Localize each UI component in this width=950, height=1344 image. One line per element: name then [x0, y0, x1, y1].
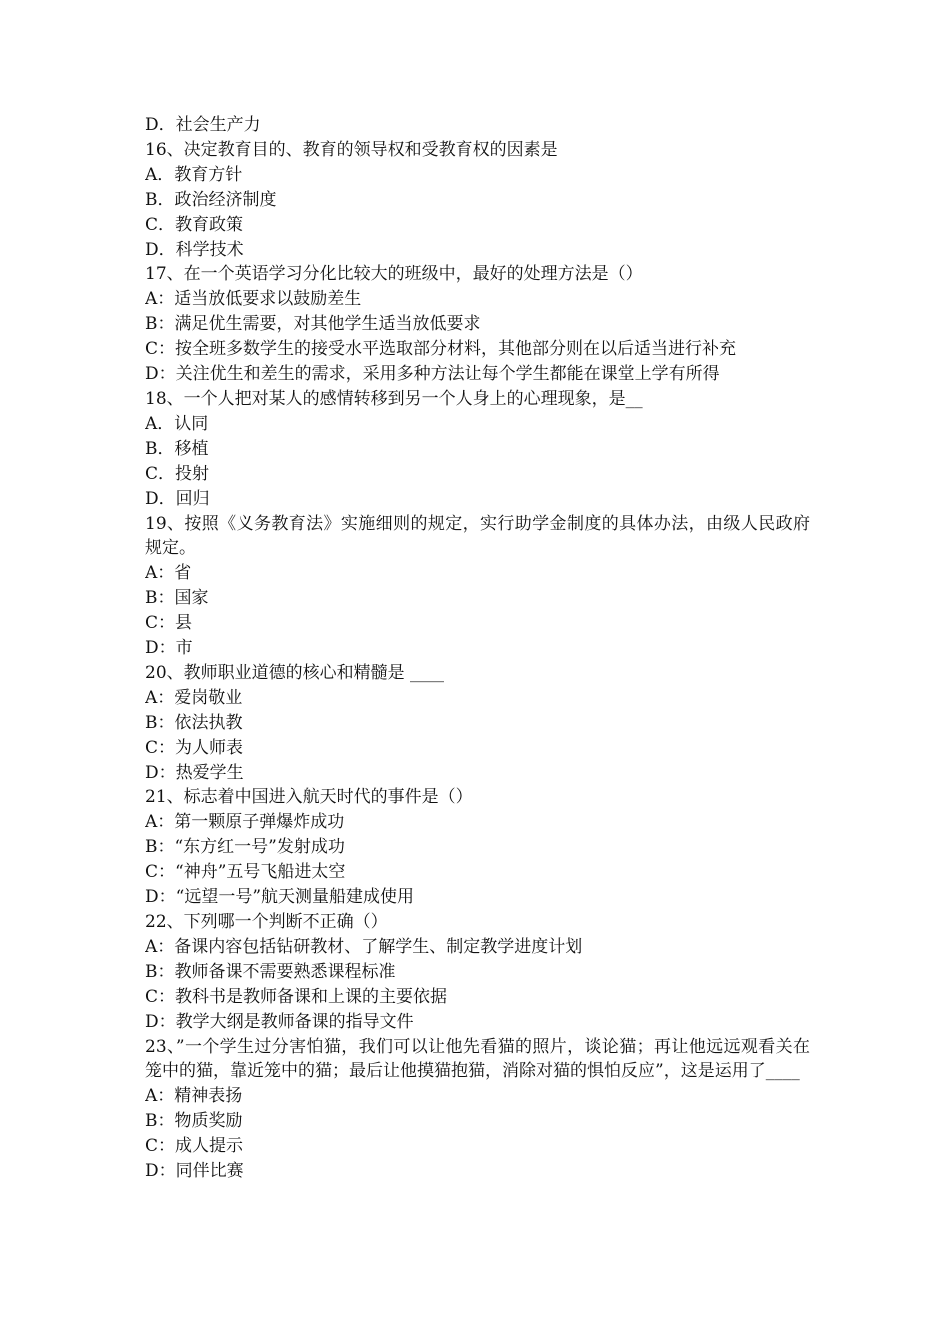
- question-18: 18、一个人把对某人的感情转移到另一个人身上的心理现象，是__: [145, 388, 643, 409]
- option-d-q21: D：“远望一号”航天测量船建成使用: [145, 887, 415, 908]
- question-20: 20、教师职业道德的核心和精髓是 ____: [145, 662, 445, 683]
- question-19: 19、按照《义务教育法》实施细则的规定，实行助学金制度的具体办法，由级人民政府规定。: [145, 513, 810, 559]
- question-23: 23、”一个学生过分害怕猫，我们可以让他先看猫的照片，谈论猫；再让他远远观看关在笼中的猫，靠近笼中的猫；最后让他摸猫抱猫，消除对猫的惧怕反应”，这是运用了____: [145, 1036, 810, 1082]
- option-d-q22: D：教学大纲是教师备课的指导文件: [145, 1011, 414, 1032]
- option-b-q20: B：依法执教: [145, 712, 243, 733]
- option-d-q18: D．回归: [145, 488, 210, 509]
- option-b-q22: B：教师备课不需要熟悉课程标准: [145, 961, 396, 982]
- option-a-q19: A：省: [145, 563, 192, 584]
- option-a-q22: A：备课内容包括钻研教材、了解学生、制定教学进度计划: [145, 936, 583, 957]
- option-d-q20: D：热爱学生: [145, 762, 244, 783]
- question-17: 17、在一个英语学习分化比较大的班级中，最好的处理方法是（）: [145, 264, 643, 285]
- question-21: 21、标志着中国进入航天时代的事件是（）: [145, 787, 473, 808]
- option-c-q20: C：为人师表: [145, 737, 244, 758]
- option-c-q22: C：教科书是教师备课和上课的主要依据: [145, 986, 448, 1007]
- option-c-q17: C：按全班多数学生的接受水平选取部分材料，其他部分则在以后适当进行补充: [145, 339, 737, 360]
- option-a-q17: A：适当放低要求以鼓励差生: [145, 289, 362, 310]
- question-16: 16、决定教育目的、教育的领导权和受教育权的因素是: [145, 139, 558, 160]
- option-c-q18: C．投射: [145, 463, 210, 484]
- option-b-q21: B：“东方红一号”发射成功: [145, 837, 345, 858]
- option-a-q16: A．教育方针: [145, 164, 243, 185]
- option-a-q18: A．认同: [145, 413, 209, 434]
- option-d-q19: D：市: [145, 638, 193, 659]
- option-c-q23: C：成人提示: [145, 1136, 244, 1157]
- option-d-q15: D．社会生产力: [145, 115, 261, 135]
- option-b-q17: B：满足优生需要，对其他学生适当放低要求: [145, 314, 481, 335]
- option-b-q19: B：国家: [145, 588, 209, 609]
- option-a-q20: A：爱岗敬业: [145, 687, 243, 708]
- option-d-q17: D：关注优生和差生的需求，采用多种方法让每个学生都能在课堂上学有所得: [145, 364, 720, 385]
- option-d-q23: D：同伴比赛: [145, 1161, 244, 1182]
- option-d-q16: D．科学技术: [145, 239, 244, 260]
- option-c-q21: C：“神舟”五号飞船进太空: [145, 862, 346, 883]
- option-a-q21: A：第一颗原子弹爆炸成功: [145, 812, 345, 833]
- question-22: 22、下列哪一个判断不正确（）: [145, 912, 388, 932]
- option-b-q18: B．移植: [145, 438, 209, 459]
- option-c-q19: C：县: [145, 613, 193, 634]
- document-body: [145, 113, 810, 1184]
- option-c-q16: C．教育政策: [145, 214, 244, 235]
- option-a-q23: A：精神表扬: [145, 1086, 243, 1107]
- option-b-q16: B．政治经济制度: [145, 189, 277, 210]
- option-b-q23: B：物质奖励: [145, 1111, 243, 1132]
